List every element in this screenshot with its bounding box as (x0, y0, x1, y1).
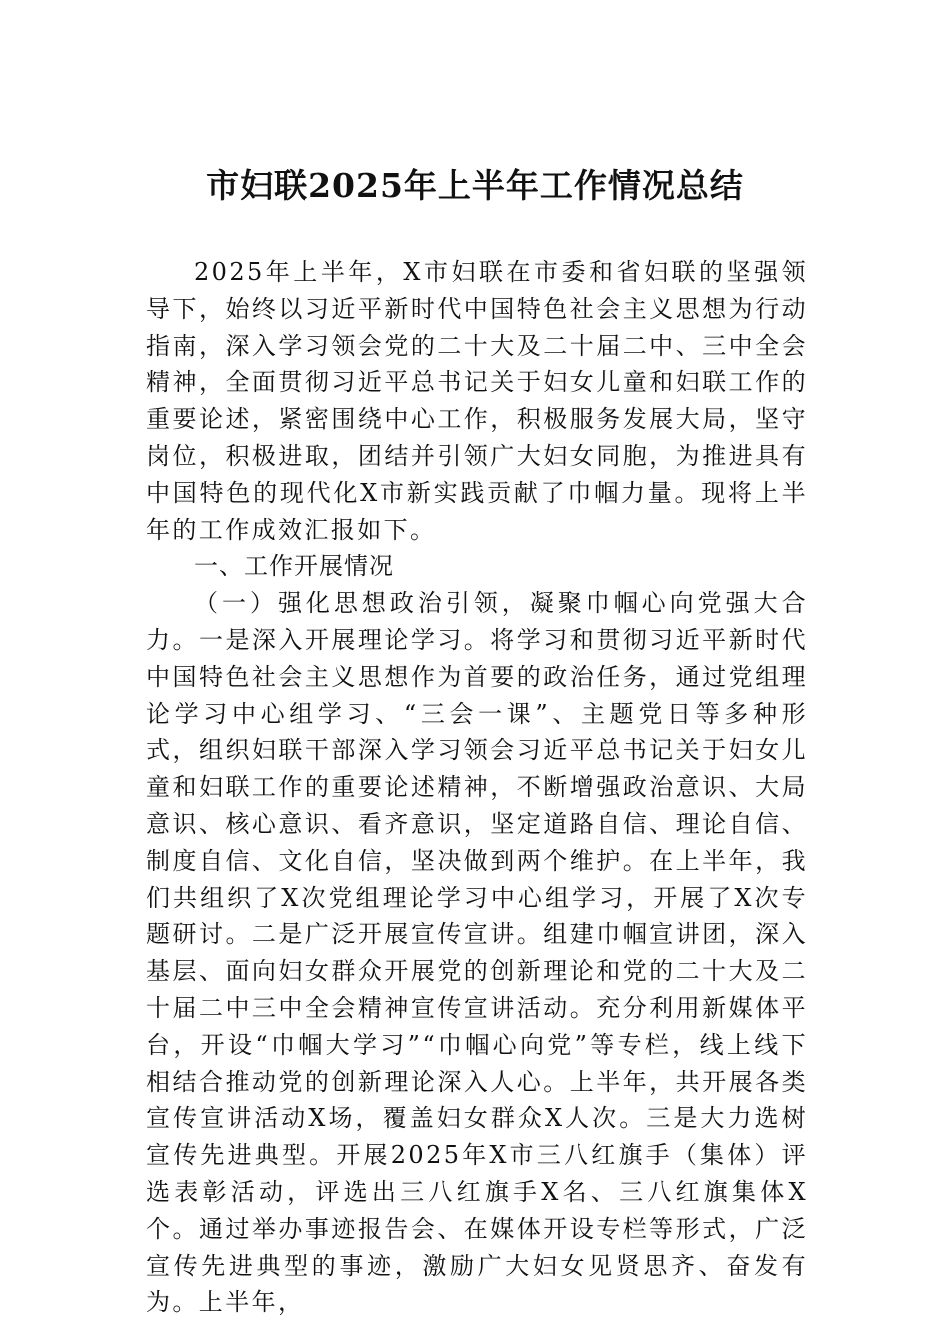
section-heading: 一、工作开展情况 (194, 552, 394, 581)
intro-paragraph: 2025年上半年，X市妇联在市委和省妇联的坚强领导下，始终以习近平新时代中国特色社会主义思想为行动指南，深入学习领会党的二十大及二十届二中、三中全会精神，全面贯彻习近平总书记关于妇女儿童和妇联工作的重要论述，紧密围绕中心工作，积极服务发展大局，坚守岗位，积极进取，团结并引领广大妇女同胞，为推进具有中国特色的现代化X市新实践贡献了巾帼力量。现将上半年的工作成效汇报如下。 (146, 258, 808, 544)
subsection-heading: （一）强化思想政治引领，凝聚巾帼心向党强大合力。 (146, 589, 808, 654)
document-body (146, 254, 808, 1321)
subsection-text: 一是深入开展理论学习。将学习和贯彻习近平新时代中国特色社会主义思想作为首要的政治任务，通过党组理论学习中心组学习、“三会一课”、主题党日等多种形式，组织妇联干部深入学习领会习近平总书记关于妇女儿童和妇联工作的重要论述精神，不断增强政治意识、大局意识、核心意识、看齐意识，坚定道路自信、理论自信、制度自信、文化自信，坚决做到两个维护。在上半年，我们共组织了X次党组理论学习中心组学习，开展了X次专题研讨。二是广泛开展宣传宣讲。组建巾帼宣讲团，深入基层、面向妇女群众开展党的创新理论和党的二十大及二十届二中三中全会精神宣传宣讲活动。充分利用新媒体平台，开设“巾帼大学习”“巾帼心向党”等专栏，线上线下相结合推动党的创新理论深入人心。上半年，共开展各类宣传宣讲活动X场，覆盖妇女群众X人次。三是大力选树宣传先进典型。开展2025年X市三八红旗手（集体）评选表彰活动，评选出三八红旗手X名、三八红旗集体X个。通过举办事迹报告会、在媒体开设专栏等形式，广泛宣传先进典型的事迹，激励广大妇女见贤思齐、奋发有为。上半年， (146, 625, 808, 1317)
document-title: 市妇联2025年上半年工作情况总结 (206, 166, 744, 205)
subsection-paragraph (146, 585, 808, 1321)
